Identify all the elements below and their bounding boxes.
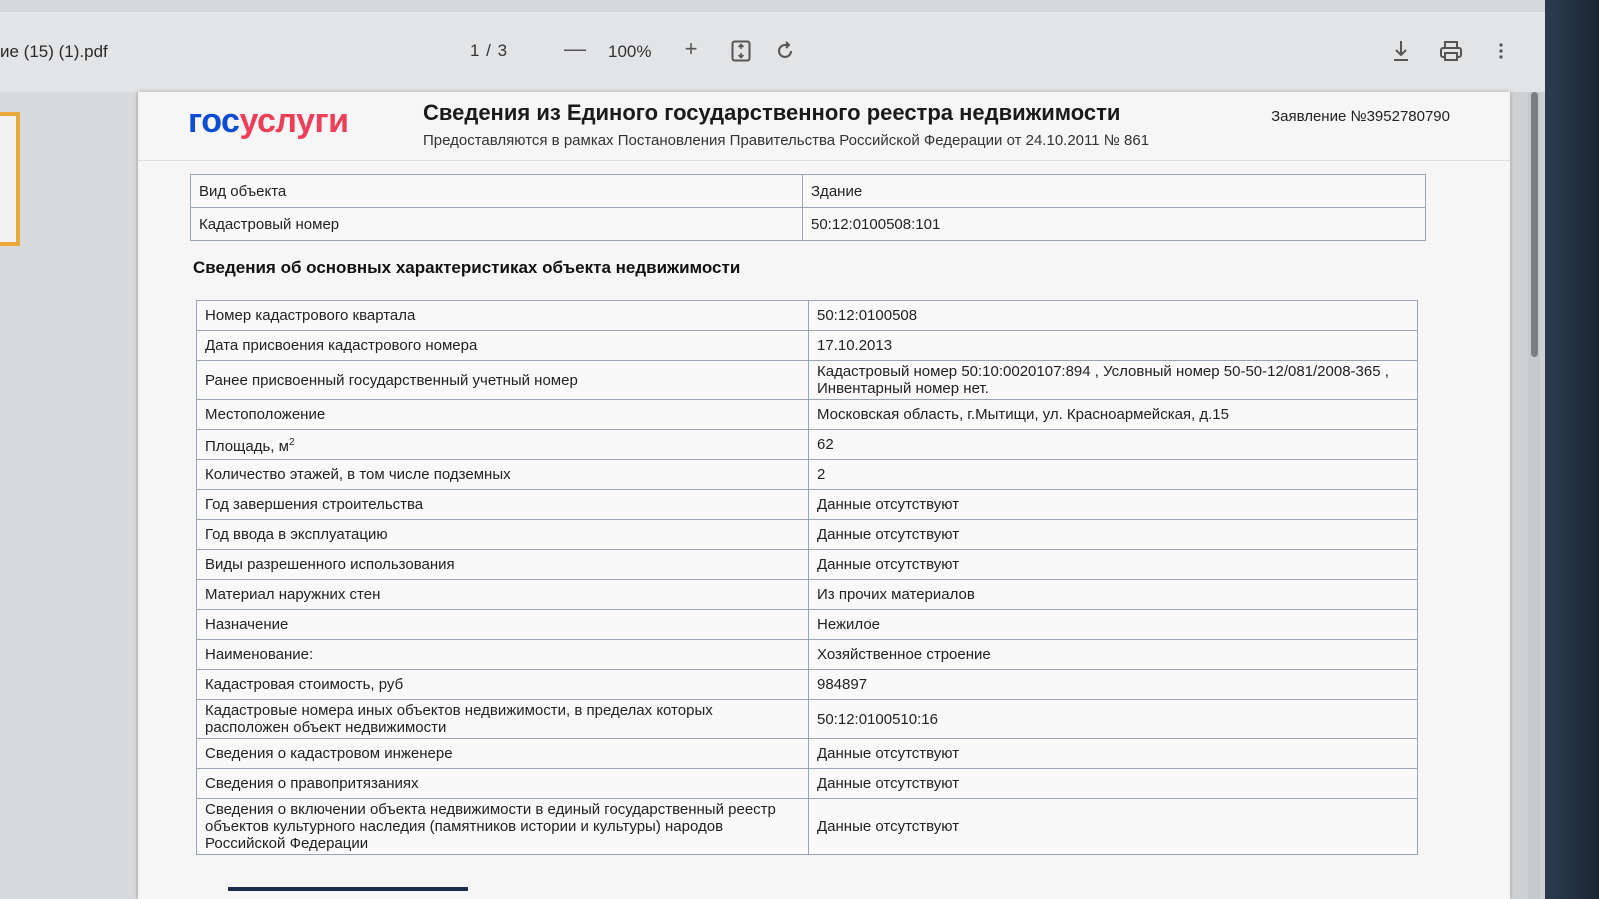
table-row xyxy=(197,580,1418,610)
table-row xyxy=(197,460,1418,490)
row-label-text: Местоположение xyxy=(205,406,326,423)
row-label-text: Площадь, м xyxy=(205,438,289,455)
pdf-page xyxy=(138,92,1510,899)
gosuslugi-logo xyxy=(188,102,349,141)
row-label-text: Номер кадастрового квартала xyxy=(205,307,416,324)
row-value: Данные отсутствуют xyxy=(809,550,1418,580)
row-value: Данные отсутствуют xyxy=(809,799,1418,855)
row-value: 50:12:0100510:16 xyxy=(809,700,1418,739)
zoom-out-button[interactable]: — xyxy=(564,36,586,61)
row-value: Данные отсутствуют xyxy=(809,769,1418,799)
table-row xyxy=(197,331,1418,361)
row-label xyxy=(197,361,809,400)
row-value: Московская область, г.Мытищи, ул. Красноармейская, д.15 xyxy=(809,400,1418,430)
row-label-superscript: 2 xyxy=(288,437,295,448)
rotate-icon[interactable] xyxy=(772,38,798,64)
row-value: 50:12:0100508 xyxy=(809,301,1418,331)
document-title: Сведения из Единого государственного реестра недвижимости xyxy=(423,100,1121,125)
row-value: 17.10.2013 xyxy=(809,331,1418,361)
row-label-text: Год ввода в эксплуатацию xyxy=(205,526,388,543)
table-row xyxy=(197,739,1418,769)
row-label-text: Материал наружних стен xyxy=(205,586,381,603)
table-row xyxy=(197,550,1418,580)
row-label-text: Виды разрешенного использования xyxy=(205,556,455,573)
table-row xyxy=(197,610,1418,640)
row-label xyxy=(197,430,809,460)
header-divider xyxy=(138,160,1510,161)
row-label xyxy=(197,331,809,361)
row-label xyxy=(197,670,809,700)
table-row xyxy=(197,640,1418,670)
zoom-level[interactable]: 100% xyxy=(608,42,652,61)
table-row xyxy=(197,700,1418,739)
row-label xyxy=(197,700,809,739)
row-label xyxy=(197,460,809,490)
page-thumbnail[interactable] xyxy=(0,112,20,246)
row-value: Кадастровый номер 50:10:0020107:894 , Условный номер 50-50-12/081/2008-365 , Инвентарный номер нет. xyxy=(809,361,1418,400)
object-table xyxy=(190,174,1426,241)
page-bottom-bar xyxy=(228,887,468,891)
row-label xyxy=(197,580,809,610)
print-icon[interactable] xyxy=(1438,38,1464,64)
row-label xyxy=(191,175,803,208)
document-subtitle: Предоставляются в рамках Постановления Правительства Российской Федерации от 24.10.2011 № 861 xyxy=(423,132,1150,149)
page-indicator[interactable]: 1 / 3 xyxy=(470,41,509,60)
row-label-text: Ранее присвоенный государственный учетный номер xyxy=(205,371,578,389)
row-label xyxy=(197,769,809,799)
row-value: Данные отсутствуют xyxy=(809,739,1418,769)
row-label-text: Кадастровые номера иных объектов недвижимости, в пределах которых расположен объект недвижимости xyxy=(205,702,713,736)
row-label-text: Кадастровый номер xyxy=(199,215,340,233)
table-row xyxy=(197,769,1418,799)
table-row xyxy=(197,670,1418,700)
row-label-text: Количество этажей, в том числе подземных xyxy=(205,466,511,483)
row-value: Здание xyxy=(803,175,1426,208)
row-label-text: Дата присвоения кадастрового номера xyxy=(205,337,478,354)
row-label xyxy=(197,640,809,670)
characteristics-table xyxy=(196,300,1418,855)
row-value: Хозяйственное строение xyxy=(809,640,1418,670)
row-label xyxy=(191,208,803,241)
more-options-icon[interactable] xyxy=(1488,38,1514,64)
application-number: Заявление №3952780790 xyxy=(1271,108,1450,125)
table-row xyxy=(197,799,1418,855)
row-label xyxy=(197,400,809,430)
table-row xyxy=(197,520,1418,550)
fit-page-icon[interactable] xyxy=(728,38,754,64)
row-label-text: Сведения о включении объекта недвижимости в единый государственный реестр объектов культурного наследия (памятников истории и культуры) народов Российской Федерации xyxy=(205,801,776,852)
table-row xyxy=(197,301,1418,331)
row-label xyxy=(197,520,809,550)
row-label-text: Наименование: xyxy=(205,646,314,663)
row-value: 62 xyxy=(809,430,1418,460)
table-row xyxy=(197,490,1418,520)
logo-part-uslugi: услуги xyxy=(239,102,349,140)
row-label-text: Назначение xyxy=(205,616,289,633)
thumbnail-sidebar xyxy=(0,92,136,899)
pdf-toolbar xyxy=(0,0,1599,92)
row-label xyxy=(197,739,809,769)
row-label-text: Сведения о кадастровом инженере xyxy=(205,745,453,762)
row-value: Из прочих материалов xyxy=(809,580,1418,610)
row-value: 984897 xyxy=(809,670,1418,700)
row-label xyxy=(197,610,809,640)
row-label xyxy=(197,550,809,580)
row-value: 50:12:0100508:101 xyxy=(803,208,1426,241)
row-label xyxy=(197,490,809,520)
row-label xyxy=(197,799,809,855)
table-row xyxy=(197,361,1418,400)
table-row xyxy=(191,208,1426,241)
row-label-text: Вид объекта xyxy=(199,182,287,200)
row-label xyxy=(197,301,809,331)
row-label-text: Сведения о правопритязаниях xyxy=(205,775,419,792)
table-row xyxy=(197,400,1418,430)
row-value: Данные отсутствуют xyxy=(809,490,1418,520)
table-row xyxy=(191,175,1426,208)
browser-tab-strip xyxy=(0,0,1599,12)
logo-part-gos: гос xyxy=(188,102,240,140)
row-label-text: Кадастровая стоимость, руб xyxy=(205,676,404,693)
desktop-background xyxy=(1545,0,1599,899)
section-title: Сведения об основных характеристиках объекта недвижимости xyxy=(193,258,741,277)
file-name: ие (15) (1).pdf xyxy=(0,42,108,61)
row-value: Данные отсутствуют xyxy=(809,520,1418,550)
download-icon[interactable] xyxy=(1388,38,1414,64)
row-label-text: Год завершения строительства xyxy=(205,496,424,513)
row-value: 2 xyxy=(809,460,1418,490)
zoom-in-button[interactable]: + xyxy=(684,36,698,61)
row-value: Нежилое xyxy=(809,610,1418,640)
scrollbar-thumb[interactable] xyxy=(1531,92,1538,357)
table-row xyxy=(197,430,1418,460)
